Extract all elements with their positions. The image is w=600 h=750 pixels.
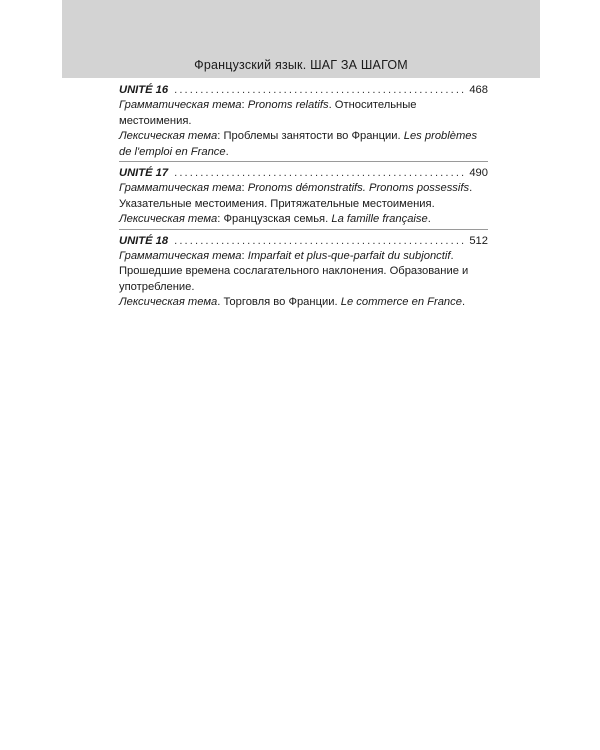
grammar-topic-label: Грамматическая тема [119,250,242,263]
toc-entry-heading [119,234,488,249]
lexical-topic-french: Le commerce en France [340,296,462,309]
lexical-topic-line [119,295,488,310]
grammar-topic-end: . [450,250,454,263]
grammar-topic-separator: : [241,250,248,263]
grammar-topic-french: Imparfait et plus-que-parfait du subjonctif [247,250,451,263]
unit-label: UNITÉ 16 [119,84,169,96]
grammar-topic-label: Грамматическая тема [119,99,242,112]
grammar-topic-russian: . Относительные местоимения. [119,99,417,127]
grammar-topic-separator: : [241,99,248,112]
grammar-topic-french: Pronoms relatifs [247,99,329,112]
table-of-contents [119,83,488,316]
grammar-topic-russian-line: Прошедшие времена сослагательного наклонения. Образование и [119,265,469,278]
grammar-topic-label: Грамматическая тема [119,182,242,195]
toc-entry-heading [119,166,488,181]
running-header-title: Французский язык. ШАГ ЗА ШАГОМ [194,58,408,72]
dot-leader [174,166,466,181]
page-number: 490 [469,167,488,180]
dot-leader [174,83,466,98]
grammar-topic-separator: : [241,182,248,195]
grammar-topic-russian-line-continued: употребление. [119,280,195,293]
lexical-topic-french: Les problèmes [403,130,478,143]
lexical-topic-label: Лексическая тема [119,130,218,143]
page-number: 512 [469,234,488,247]
lexical-topic-line [119,212,488,227]
lexical-topic-end: . [461,296,466,309]
grammar-topic-line [119,181,488,196]
toc-entry-unit-16 [119,83,488,162]
lexical-topic-label: Лексическая тема [119,296,218,309]
lexical-topic-russian: Французская семья. [223,213,332,226]
grammar-topic-end: . [469,182,473,195]
lexical-topic-russian: Проблемы занятости во Франции. [223,130,404,143]
lexical-topic-end: . [427,213,431,226]
page-number: 468 [469,84,488,96]
toc-entry-heading [119,83,488,98]
grammar-topic-line [119,249,488,264]
lexical-topic-label: Лексическая тема [119,213,218,226]
unit-label: UNITÉ 17 [119,167,169,180]
grammar-topic-line [119,98,488,129]
toc-entry-unit-17 [119,166,488,230]
unit-label: UNITÉ 18 [119,234,169,247]
lexical-topic-separator: . [217,296,224,309]
grammar-topic-russian-line: Указательные местоимения. Притяжательные местоимения. [119,197,435,210]
lexical-topic-french: La famille française [331,213,428,226]
grammar-topic-french: Pronoms démonstratifs. Pronoms possessifs [247,182,470,195]
lexical-topic-line [119,129,488,144]
dot-leader [174,234,466,249]
lexical-topic-separator: : [217,130,224,143]
lexical-topic-end: . [225,145,229,158]
lexical-topic-line-continued [119,145,488,160]
toc-entry-unit-18 [119,234,488,312]
lexical-topic-french-continued: de l'emploi en France [119,145,226,158]
lexical-topic-separator: : [217,213,224,226]
lexical-topic-russian: Торговля во Франции. [223,296,341,309]
